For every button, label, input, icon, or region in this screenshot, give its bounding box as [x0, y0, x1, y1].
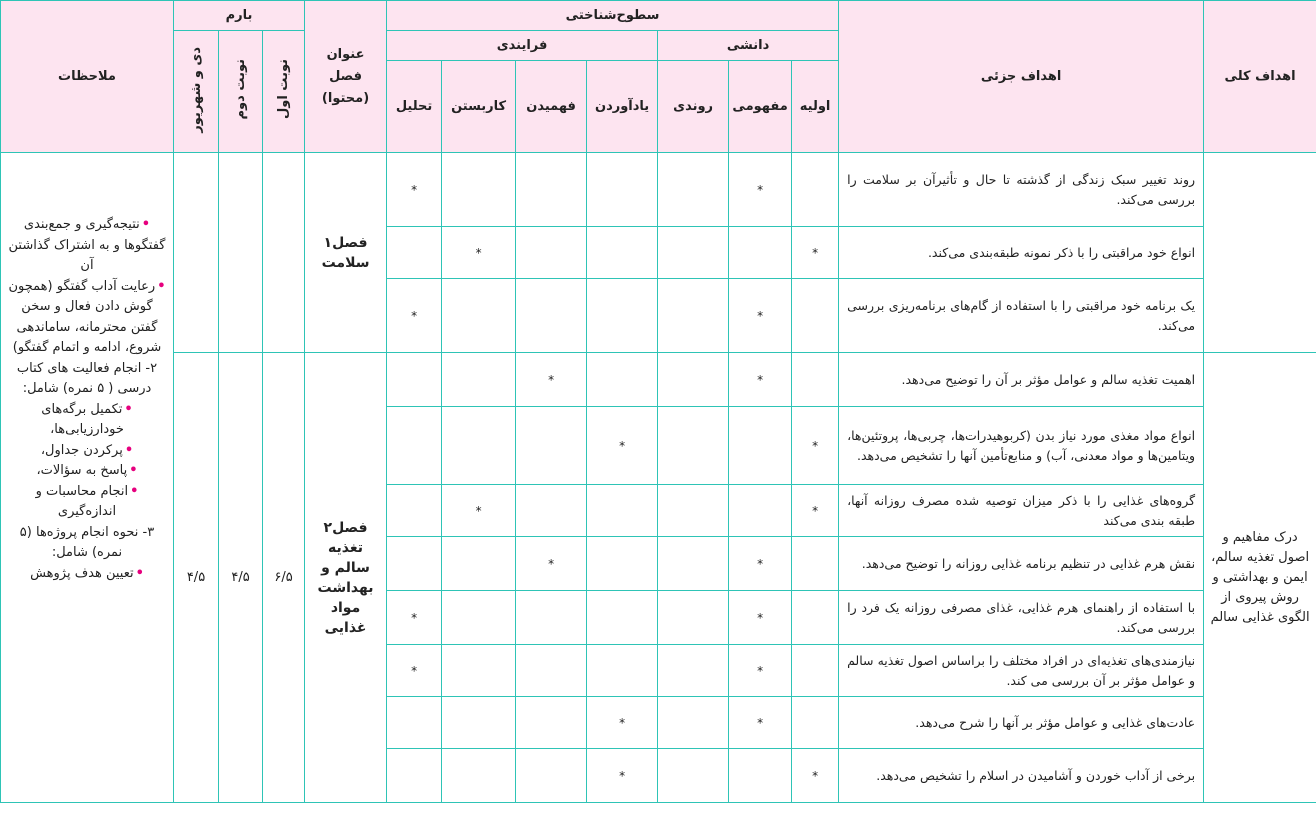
level-cell [587, 279, 658, 353]
score-col-first-term [263, 31, 305, 153]
chapter-title-header-text: عنوان فصل (محتوا) [321, 46, 370, 106]
remark-item [7, 441, 167, 462]
level-cell [587, 749, 658, 803]
level-mark: * [757, 182, 764, 197]
level-cell [729, 279, 792, 353]
level-cell [792, 279, 839, 353]
level-mark: * [812, 438, 819, 453]
level-header: اولیه [792, 61, 839, 153]
level-header: فهمیدن [516, 61, 587, 153]
chapter-title-header [305, 1, 387, 153]
level-cell [387, 749, 442, 803]
level-cell [587, 697, 658, 749]
level-mark: * [812, 245, 819, 260]
sub-goal-cell: گروه‌های غذایی را با ذکر میزان توصیه شده مصرف روزانه آنها، طبقه بندی می‌کند [839, 485, 1204, 537]
level-mark: * [411, 182, 418, 197]
remark-item [7, 277, 167, 359]
sub-goal-cell: اهمیت تغذیه سالم و عوامل مؤثر بر آن را توضیح می‌دهد. [839, 353, 1204, 407]
score-cell [219, 153, 263, 353]
remark-item [7, 482, 167, 523]
level-mark: * [757, 556, 764, 571]
level-cell [442, 485, 516, 537]
remark-text: ۳- نحوه انجام پروژه‌ها (۵ نمره) شامل: [19, 524, 155, 560]
score-col-dey-shahrivar [174, 31, 219, 153]
process-header: فرایندی [387, 31, 658, 61]
level-mark: * [475, 503, 482, 518]
table-body [1, 153, 1316, 803]
level-mark: * [548, 556, 555, 571]
remark-text: تعیین هدف پژوهش [30, 565, 134, 581]
level-cell [792, 485, 839, 537]
level-mark: * [757, 663, 764, 678]
level-cell [442, 697, 516, 749]
score-cell: ۶/۵ [263, 353, 305, 803]
chapter-title-cell [305, 353, 387, 803]
level-cell [658, 749, 729, 803]
level-cell [516, 227, 587, 279]
level-cell [387, 645, 442, 697]
cognitive-levels-header: سطوح‌شناختی [387, 1, 839, 31]
level-cell [442, 591, 516, 645]
remark-text: رعایت آداب گفتگو (همچون گوش دادن فعال و سخن گفتن محترمانه، ساماندهی شروع، ادامه و اتمام گفتگو) [8, 278, 162, 355]
level-cell [387, 227, 442, 279]
level-mark: * [411, 663, 418, 678]
chapter-title: فصل۱ سلامت [321, 234, 370, 271]
level-cell [587, 537, 658, 591]
level-mark: * [411, 610, 418, 625]
level-cell [792, 749, 839, 803]
level-mark: * [812, 768, 819, 783]
level-cell [387, 153, 442, 227]
chapter-title: فصل۲ تغذیه سالم و بهداشت مواد غذایی [317, 519, 374, 636]
level-cell [587, 227, 658, 279]
level-cell [442, 537, 516, 591]
sub-goals-header: اهداف جزئی [839, 1, 1204, 153]
level-cell [792, 537, 839, 591]
bullet-icon: • [141, 217, 151, 232]
bullet-icon: • [157, 278, 166, 294]
remark-text: ۲- انجام فعالیت های کتاب درسی ( ۵ نمره) شامل: [16, 360, 158, 396]
level-cell [658, 407, 729, 485]
sub-goal-cell: روند تغییر سبک زندگی از گذشته تا حال و تأثیرآن بر سلامت را بررسی می‌کند. [839, 153, 1204, 227]
remark-item [7, 564, 167, 585]
level-mark: * [475, 245, 482, 260]
remark-text: نتیجه‌گیری و جمع‌بندی گفتگوها و به اشتراک گذاشتن آن [8, 217, 166, 273]
level-cell [516, 591, 587, 645]
sub-goal-cell: انواع مواد مغذی مورد نیاز بدن (کربوهیدرات‌ها، چربی‌ها، پروتئین‌ها، ویتامین‌ها و مواد معدنی، آب) و منابع‌تأمین آنها را تشخیص می‌دهد. [839, 407, 1204, 485]
level-cell [516, 645, 587, 697]
level-cell [516, 153, 587, 227]
sub-goal-cell: عادت‌های غذایی و عوامل مؤثر بر آنها را شرح می‌دهد. [839, 697, 1204, 749]
level-cell [729, 353, 792, 407]
level-cell [658, 353, 729, 407]
sub-goal-cell: نقش هرم غذایی در تنظیم برنامه غذایی روزانه را توضیح‌ می‌دهد. [839, 537, 1204, 591]
remarks-header: ملاحظات [1, 1, 174, 153]
level-cell [792, 591, 839, 645]
level-cell [658, 279, 729, 353]
level-cell [587, 153, 658, 227]
level-cell [587, 485, 658, 537]
level-cell [729, 591, 792, 645]
level-cell [658, 227, 729, 279]
level-mark: * [757, 308, 764, 323]
level-header: تحلیل [387, 61, 442, 153]
remark-item [7, 215, 167, 277]
knowledge-header: دانشی [658, 31, 839, 61]
level-cell [387, 697, 442, 749]
level-cell [387, 591, 442, 645]
score-col-second-term [219, 31, 263, 153]
remark-text: انجام محاسبات و اندازه‌گیری [35, 483, 129, 519]
level-cell [658, 153, 729, 227]
level-cell [442, 353, 516, 407]
bullet-icon: • [124, 442, 134, 458]
level-cell [658, 697, 729, 749]
level-cell [587, 645, 658, 697]
level-cell [387, 485, 442, 537]
general-goal-cell [1204, 153, 1316, 353]
level-cell [516, 697, 587, 749]
level-cell [729, 749, 792, 803]
level-cell [792, 227, 839, 279]
score-col-second-term-label: نوبت دوم [233, 59, 249, 120]
level-cell [658, 645, 729, 697]
level-cell [792, 697, 839, 749]
level-cell [792, 407, 839, 485]
level-cell [387, 279, 442, 353]
sub-goal-cell: با استفاده از راهنمای هرم غذایی، غذای مصرفی روزانه یک فرد را بررسی می‌کند. [839, 591, 1204, 645]
level-mark: * [757, 372, 764, 387]
level-cell [729, 645, 792, 697]
level-cell [387, 537, 442, 591]
level-cell [442, 153, 516, 227]
level-mark: * [757, 610, 764, 625]
level-cell [516, 485, 587, 537]
level-cell [729, 697, 792, 749]
level-mark: * [411, 308, 418, 323]
level-cell [658, 537, 729, 591]
level-cell [587, 591, 658, 645]
score-cell [174, 153, 219, 353]
level-cell [658, 485, 729, 537]
score-header: بارم [174, 1, 305, 31]
level-cell [516, 353, 587, 407]
table-row [1, 353, 1316, 407]
level-cell [516, 279, 587, 353]
sub-goal-cell: یک برنامه خود مراقبتی را با استفاده از گام‌های برنامه‌ریزی بررسی می‌کند. [839, 279, 1204, 353]
level-cell [792, 153, 839, 227]
bullet-icon: • [124, 401, 133, 417]
level-cell [587, 353, 658, 407]
chapter-title-cell [305, 153, 387, 353]
level-header: کاربستن [442, 61, 516, 153]
level-cell [442, 227, 516, 279]
bullet-icon: • [130, 483, 139, 499]
level-cell [729, 227, 792, 279]
level-cell [516, 407, 587, 485]
level-cell [729, 537, 792, 591]
remark-text: تکمیل برگه‌های خودارزیابی‌ها، [41, 401, 124, 437]
sub-goal-cell: برخی از آداب خوردن و آشامیدن در اسلام را تشخیص می‌دهد. [839, 749, 1204, 803]
level-cell [587, 407, 658, 485]
level-mark: * [548, 372, 555, 387]
score-cell: ۴/۵ [219, 353, 263, 803]
level-cell [792, 353, 839, 407]
level-cell [442, 407, 516, 485]
remark-text: پرکردن جداول، [40, 442, 123, 458]
score-cell [263, 153, 305, 353]
level-cell [387, 353, 442, 407]
score-col-first-term-label: نوبت اول [276, 59, 292, 120]
general-goal-cell: درک مفاهیم و اصول تغذیه سالم، ایمن و بهداشتی و روش پیروی از الگوی غذایی سالم [1204, 353, 1316, 803]
bullet-icon: • [135, 565, 144, 581]
level-mark: * [619, 768, 626, 783]
score-col-dey-shahrivar-label: دی و شهریور [188, 46, 204, 133]
table-row [1, 153, 1316, 227]
remark-text: پاسخ به سؤالات، [36, 463, 128, 478]
remark-item [7, 461, 167, 482]
level-cell [387, 407, 442, 485]
level-cell [442, 645, 516, 697]
bullet-icon: • [129, 463, 138, 478]
level-mark: * [619, 715, 626, 730]
level-header: روندی [658, 61, 729, 153]
level-cell [442, 749, 516, 803]
level-cell [729, 407, 792, 485]
level-cell [658, 591, 729, 645]
level-mark: * [812, 503, 819, 518]
level-header: یادآوردن [587, 61, 658, 153]
remarks-cell [1, 153, 174, 803]
sub-goal-cell: انواع خود مراقبتی را با ذکر نمونه طبقه‌بندی می‌کند. [839, 227, 1204, 279]
level-cell [792, 645, 839, 697]
remark-item [7, 523, 167, 564]
remark-item [7, 359, 167, 400]
sub-goal-cell: نیازمندی‌های تغذیه‌ای در افراد مختلف را براساس اصول تغذیه سالم و عوامل مؤثر بر آن بررسی می کند. [839, 645, 1204, 697]
level-cell [729, 485, 792, 537]
general-goals-header: اهداف کلی [1204, 1, 1316, 153]
level-cell [729, 153, 792, 227]
level-cell [442, 279, 516, 353]
level-mark: * [619, 438, 626, 453]
remark-item [7, 400, 167, 441]
level-cell [516, 749, 587, 803]
level-cell [516, 537, 587, 591]
score-cell: ۴/۵ [174, 353, 219, 803]
level-header: مفهومی [729, 61, 792, 153]
level-mark: * [757, 715, 764, 730]
